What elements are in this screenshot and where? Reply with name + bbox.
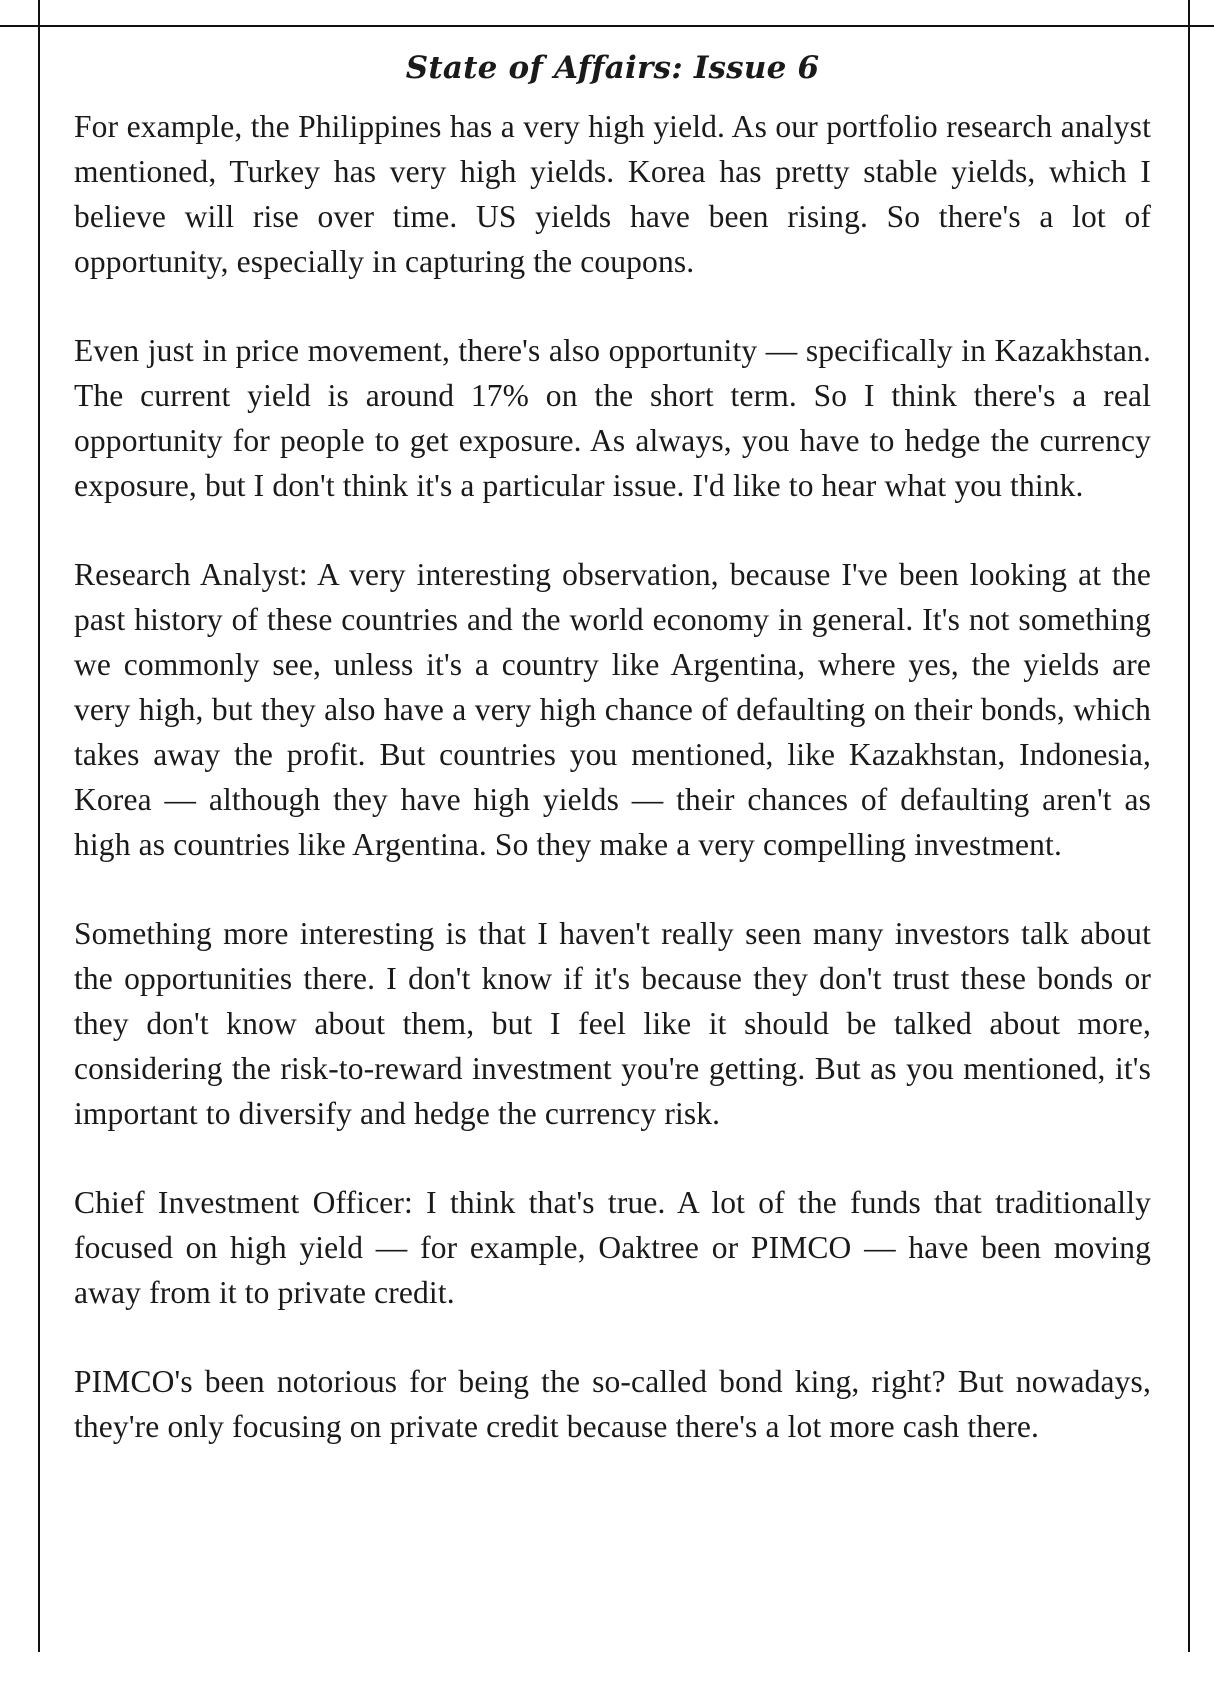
paragraph-6: PIMCO's been notorious for being the so-called bond king, right? But nowadays, they're only focusing on private credit because there's a lot more cash there.	[74, 1364, 1151, 1444]
document-page	[74, 48, 1151, 1449]
paragraph-4: Something more interesting is that I haven't really seen many investors talk about the opportunities there. I don't know if it's because they don't trust these bonds or they don't know about them, but I feel like it should be talked about more, considering the risk-to-reward investment you're getting. But as you mentioned, it's important to diversify and hedge the currency risk.	[74, 916, 1151, 1131]
paragraph-1: For example, the Philippines has a very high yield. As our portfolio research analyst mentioned, Turkey has very high yields. Korea has pretty stable yields, which I believe will rise over time. US yields have been rising. So there's a lot of opportunity, especially in capturing the coupons.	[74, 109, 1151, 279]
left-border-line	[38, 0, 40, 1652]
paragraph-5: Chief Investment Officer: I think that's true. A lot of the funds that traditionally focused on high yield — for example, Oaktree or PIMCO — have been moving away from it to private credit.	[74, 1185, 1151, 1310]
paragraph-3: Research Analyst: A very interesting observation, because I've been looking at the past history of these countries and the world economy in general. It's not something we commonly see, unless it's a country like Argentina, where yes, the yields are very high, but they also have a very high chance of defaulting on their bonds, which takes away the profit. But countries you mentioned, like Kazakhstan, Indonesia, Korea — although they have high yields — their chances of defaulting aren't as high as countries like Argentina. So they make a very compelling investment.	[74, 557, 1151, 862]
paragraph-2: Even just in price movement, there's also opportunity — specifically in Kazakhstan. The current yield is around 17% on the short term. So I think there's a real opportunity for people to get exposure. As always, you have to hedge the currency exposure, but I don't think it's a particular issue. I'd like to hear what you think.	[74, 333, 1151, 503]
document-body	[74, 104, 1151, 1449]
page-title: State of Affairs: Issue 6	[405, 50, 820, 86]
right-border-line	[1188, 0, 1190, 1652]
top-border-line	[0, 25, 1214, 27]
